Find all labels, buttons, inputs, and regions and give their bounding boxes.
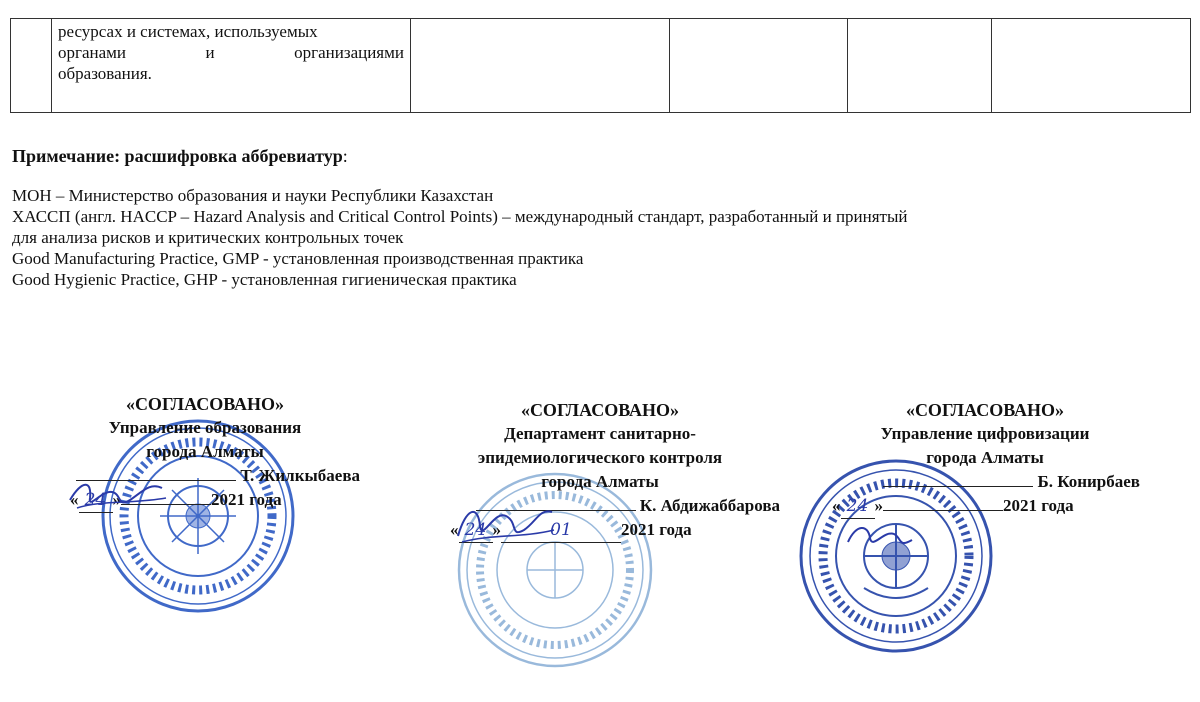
approval-organization: Управление образования (108, 418, 302, 437)
approval-organization: Управление цифровизации (880, 424, 1090, 443)
table-cell-description (52, 19, 411, 113)
table-cell-empty (992, 19, 1191, 113)
approval-date: « 24 » 2021 года (820, 494, 1150, 519)
approval-signatory: К. Абдижаббарова (420, 494, 780, 518)
approval-organization: эпидемиологического контроля (477, 448, 723, 467)
approval-organization-city: города Алматы (541, 472, 659, 491)
table-cell-empty (670, 19, 848, 113)
table-row (11, 19, 1191, 113)
table-cell-empty (411, 19, 670, 113)
approval-signatory: Б. Конирбаев (820, 470, 1150, 494)
approval-heading: «СОГЛАСОВАНО» (520, 400, 680, 420)
approval-organization-city: города Алматы (146, 442, 264, 461)
cell-text-line-3: образования. (58, 64, 152, 83)
abbreviation-line: Good Manufacturing Practice, GMP - установленная производственная практика (12, 249, 584, 268)
abbreviation-line: Good Hygienic Practice, GHP - установленная гигиеническая практика (12, 270, 517, 289)
approval-date: « 24 » 01 2021 года (420, 518, 780, 543)
abbreviation-list (12, 185, 908, 290)
table-cell-number (11, 19, 52, 113)
approval-block-sanitary (420, 398, 780, 543)
approval-date: « 24 » 2021 года (40, 488, 370, 513)
note-title: Примечание: расшифровка аббревиатур: (12, 146, 348, 166)
approval-block-digitalization (820, 398, 1150, 519)
abbreviation-line: ХАССП (англ. HACCP – Hazard Analysis and Critical Control Points) – международный стандарт, разработанный и принятый (12, 207, 908, 226)
cell-text-line-2: органами и организациями (58, 43, 404, 62)
abbreviation-line: для анализа рисков и критических контрольных точек (12, 228, 404, 247)
cell-text-line-1: ресурсах и системах, используемых (58, 22, 318, 41)
table-cell-empty (848, 19, 992, 113)
requirements-table-fragment (10, 18, 1191, 113)
approval-heading: «СОГЛАСОВАНО» (125, 394, 285, 414)
approval-signatory: Т. Жилкыбаева (40, 464, 370, 488)
signature-icon (840, 516, 920, 556)
approval-organization: Департамент санитарно- (504, 424, 696, 443)
approval-block-education (40, 392, 370, 513)
approval-organization-city: города Алматы (926, 448, 1044, 467)
approval-heading: «СОГЛАСОВАНО» (905, 400, 1065, 420)
abbreviation-line: МОН – Министерство образования и науки Республики Казахстан (12, 186, 494, 205)
